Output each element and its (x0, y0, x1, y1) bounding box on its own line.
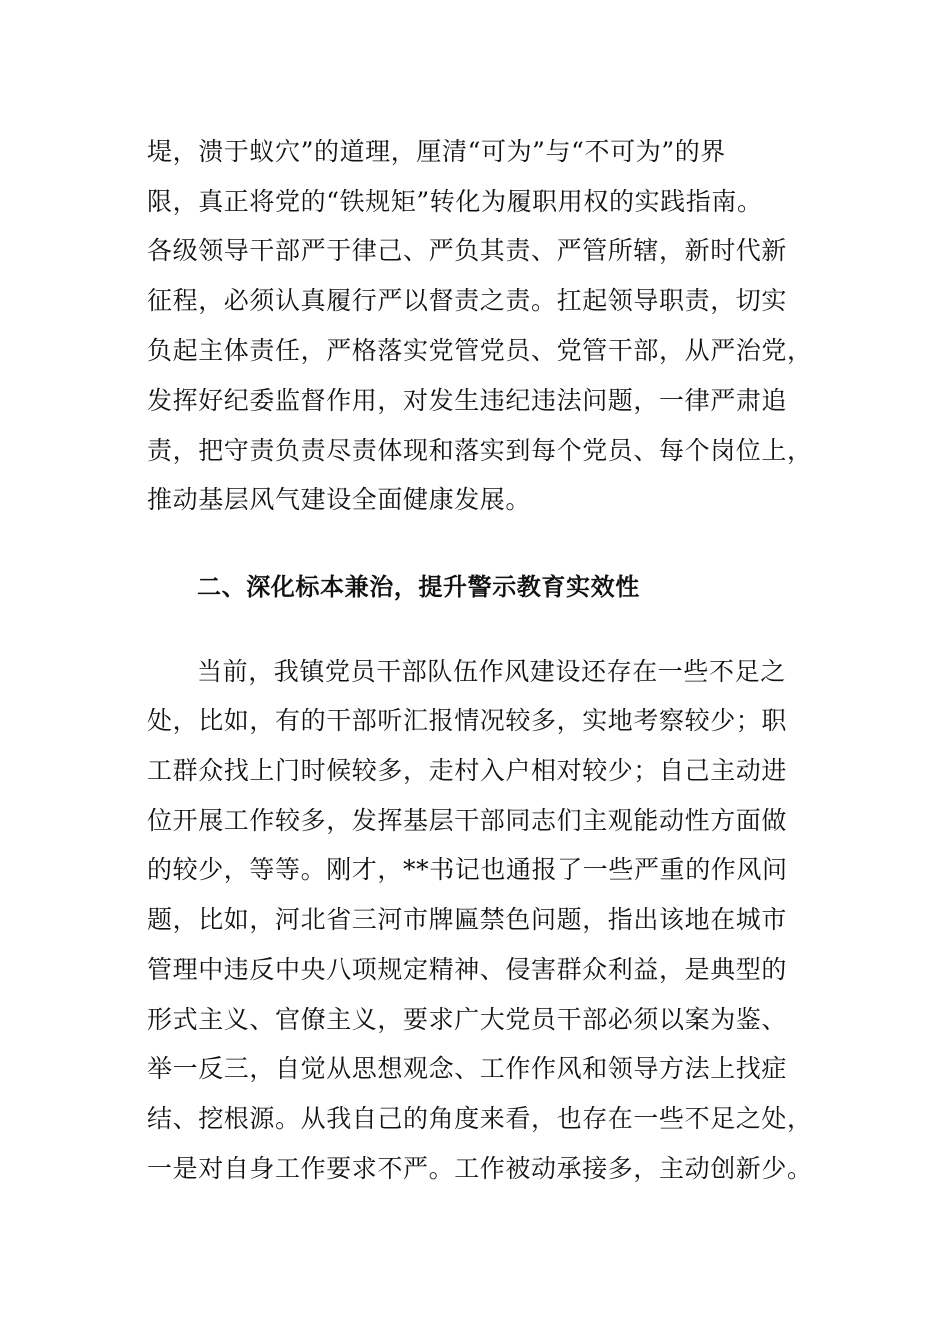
paragraph-line: 征程，必须认真履行严以督责之责。扛起领导职责，切实 (147, 286, 788, 315)
paragraph-line: 各级领导干部严于律己、严负其责、严管所辖，新时代新 (147, 236, 788, 265)
section-heading: 二、深化标本兼治，提升警示教育实效性 (197, 573, 640, 601)
paragraph-line: 位开展工作较多，发挥基层干部同志们主观能动性方面做 (147, 806, 788, 835)
paragraph-line: 责，把守责负责尽责体现和落实到每个党员、每个岗位上， (147, 436, 813, 465)
paragraph-line: 处，比如，有的干部听汇报情况较多，实地考察较少；职 (147, 706, 788, 735)
paragraph-line: 题，比如，河北省三河市牌匾禁色问题，指出该地在城市 (147, 905, 788, 934)
paragraph-line: 负起主体责任，严格落实党管党员、党管干部，从严治党， (147, 336, 813, 365)
paragraph-line: 一是对自身工作要求不严。工作被动承接多，主动创新少。 (147, 1154, 813, 1183)
paragraph-line: 举一反三，自觉从思想观念、工作作风和领导方法上找症 (147, 1054, 788, 1083)
paragraph-line: 结、挖根源。从我自己的角度来看，也存在一些不足之处， (147, 1104, 813, 1133)
paragraph-line: 堤，溃于蚁穴”的道理，厘清“可为”与“不可为”的界 (147, 137, 726, 166)
paragraph-line: 当前，我镇党员干部队伍作风建设还存在一些不足之 (197, 657, 786, 686)
paragraph-line: 推动基层风气建设全面健康发展。 (147, 485, 532, 514)
paragraph-line: 工群众找上门时候较多，走村入户相对较少；自己主动进 (147, 756, 788, 785)
paragraph-line: 限，真正将党的“铁规矩”转化为履职用权的实践指南。 (147, 187, 763, 216)
paragraph-line: 的较少，等等。刚才，**书记也通报了一些严重的作风问 (147, 855, 788, 884)
paragraph-line: 管理中违反中央八项规定精神、侵害群众利益，是典型的 (147, 955, 788, 984)
paragraph-line: 形式主义、官僚主义，要求广大党员干部必须以案为鉴、 (147, 1005, 788, 1034)
paragraph-line: 发挥好纪委监督作用，对发生违纪违法问题，一律严肃追 (147, 386, 788, 415)
